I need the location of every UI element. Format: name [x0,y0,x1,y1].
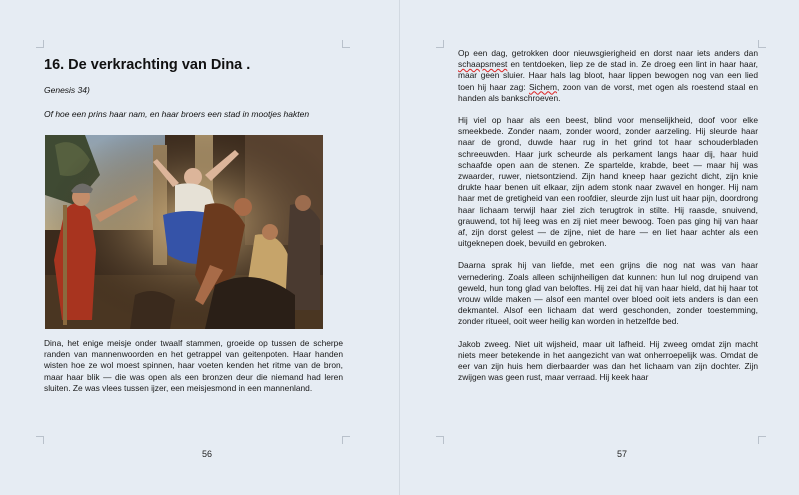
left-page [0,0,399,495]
crop-mark [342,40,350,48]
paragraph: Op een dag, getrokken door nieuwsgierigheid en dorst naar iets anders dan schaapsmest en tentdoeken, liep ze de stad in. Ze droeg een lint in haar haar, maar geen sluier. Haar hals lag bloot, haar lippen bewogen nog van een lied toen hij haar zag: Sichem, zoon van de vorst, met ogen als roestend staal en handen als bankschroeven. [458,48,758,103]
paragraph: Jakob zweeg. Niet uit wijsheid, maar uit lafheid. Hij zweeg omdat zijn macht niets meer betekende in het aangezicht van wat onherroepelijk was. Omdat de eer van zijn huis hem dierbaarder was dan het lichaam van zijn dochter. Zijn zwijgen was geen rust, maar verraad. Hij keek haar [458,338,758,383]
crop-mark [436,40,444,48]
right-body-text [458,48,758,394]
chapter-subtitle: Of hoe een prins haar nam, en haar broers een stad in mootjes hakten [44,109,310,119]
page-number: 56 [202,449,213,459]
crop-mark [36,436,44,444]
body-text: Dina, het enige meisje onder twaalf stammen, groeide op tussen de scherpe randen van mannenwoorden en het getrappel van geitenpoten. Haar handen wisten hoe ze wol moest spinnen, haar voeten kenden het ritme van de bron, maar haar blik — die was open als een bronzen deur die niemand had leren sluiten. Ze was vlees tussen ijzer, een meisjesmond in een mannenland. [44,338,343,393]
paragraph: Hij viel op haar als een beest, blind voor menselijkheid, doof voor elke smeekbede. Zonder naam, zonder woord, zonder aarzeling. Hij sleurde haar naar de grond, duwde haar rug in het grind tot haar schouderbladen schreeuwden. Haar jurk scheurde als perkament langs haar dij, haar huid schaafde open aan de stenen. Ze spartelde, krabde, beet — maar hij was zwaarder, ruwer, nietsontziend. Zijn hand kneep haar gezicht dicht, zijn knie drukte haar benen uit elkaar, zijn adem stonk naar zwavel en honger. Hij nam haar met de gretigheid van een roofdier, sleurde zijn lust uit haar pijn, doordrong haar lichaam terwijl haar ziel zich terugtrok in stilte. Hij raasde, snuivend, grauwend, tot hij leeg was en zij niet meer bewoog. Toen pas ging hij van haar af, zijn dorst gelest — de zijne, niet de hare — en liet haar achter als een uitgeknepen doek, bevuild en gebroken. [458,115,758,249]
paragraph: Daarna sprak hij van liefde, met een grijns die nog nat was van haar vernedering. Zoals alleen schijnheiligen dat kunnen: hun lul nog druipend van geweld, hun tong glad van beloftes. Hij zei dat hij van haar hield, dat hij haar tot vrouw wilde maken — alsof een mantel over bloed ooit iets anders is dan een dekmantel. Alsof een lichaam dat werd geschonden, zonder toestemming, zonder ritueel, ooit weer heilig kan worden in hetzelfde bed. [458,260,758,327]
baroque-painting-image [45,135,323,329]
crop-mark [342,436,350,444]
spellcheck-word: Sichem [529,81,557,92]
crop-mark [436,436,444,444]
crop-mark [36,40,44,48]
chapter-title: 16. De verkrachting van Dina . [44,57,251,73]
spellcheck-word: schaapsmest [458,59,508,70]
page-number: 57 [617,449,628,459]
crop-mark [758,40,766,48]
bible-reference: Genesis 34) [44,85,90,95]
crop-mark [758,436,766,444]
